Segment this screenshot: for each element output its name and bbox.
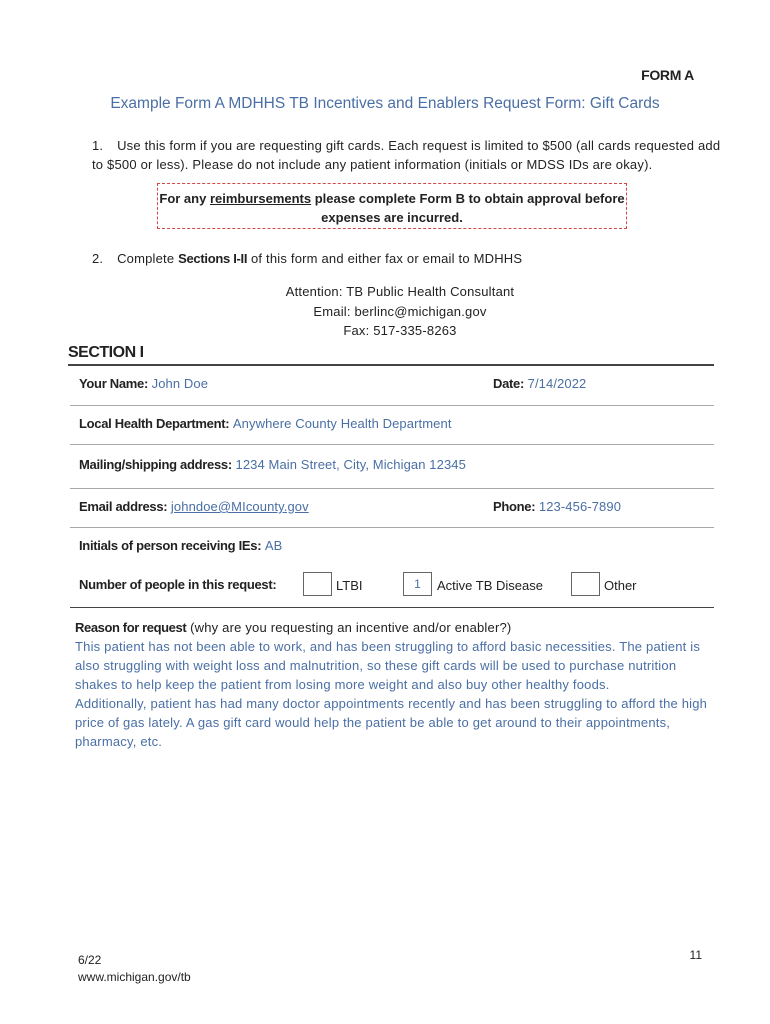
item-2-number: 2. bbox=[92, 251, 104, 266]
email-value[interactable]: johndoe@MIcounty.gov bbox=[170, 499, 309, 514]
phone-value: 123-456-7890 bbox=[538, 499, 622, 514]
address-field[interactable] bbox=[79, 457, 466, 472]
reason-question: (why are you requesting an incentive and/or enabler?) bbox=[186, 620, 512, 635]
page-title: Example Form A MDHHS TB Incentives and Enablers Request Form: Gift Cards bbox=[110, 95, 660, 112]
item-1-text: Use this form if you are requesting gift cards. Each request is limited to $500 (all cards requested add to $500 or less). Please do not include any patient information (initials or MDSS IDs are okay). bbox=[92, 138, 721, 172]
email-label: Email address: bbox=[79, 499, 168, 514]
initials-label: Initials of person receiving IEs: bbox=[79, 538, 262, 553]
name-label: Your Name: bbox=[79, 376, 148, 391]
initials-value: AB bbox=[264, 538, 283, 553]
other-label: Other bbox=[604, 578, 637, 593]
date-field[interactable] bbox=[493, 376, 586, 391]
email-field[interactable] bbox=[79, 499, 309, 514]
lhd-field[interactable] bbox=[79, 416, 452, 431]
reason-label: Reason for request bbox=[75, 620, 187, 635]
contact-attention: Attention: TB Public Health Consultant bbox=[285, 284, 515, 299]
email-phone-row bbox=[70, 499, 714, 528]
name-date-row bbox=[70, 376, 714, 406]
contact-email: Email: berlinc@michigan.gov bbox=[313, 303, 487, 319]
address-row bbox=[70, 457, 714, 489]
notice-post: please complete Form B to obtain approval before expenses are incurred. bbox=[311, 191, 625, 225]
item-1-number: 1. bbox=[92, 138, 104, 153]
active-tb-label: Active TB Disease bbox=[437, 578, 543, 593]
section-1-divider bbox=[68, 364, 714, 366]
contact-fax: Fax: 517-335-8263 bbox=[343, 323, 457, 338]
page-number: 11 bbox=[689, 948, 702, 962]
item-2-bold: Sections I-II bbox=[178, 251, 248, 266]
footer-date: 6/22 bbox=[78, 953, 102, 967]
ltbi-label: LTBI bbox=[336, 578, 363, 593]
lhd-label: Local Health Department: bbox=[79, 416, 230, 431]
initials-row bbox=[70, 538, 714, 568]
date-value: 7/14/2022 bbox=[527, 376, 587, 391]
other-count-input[interactable] bbox=[571, 572, 600, 596]
lhd-value: Anywhere County Health Department bbox=[232, 416, 452, 431]
phone-label: Phone: bbox=[493, 499, 536, 514]
instruction-item-1 bbox=[92, 136, 732, 174]
people-label-text: Number of people in this request: bbox=[79, 577, 277, 592]
active-tb-count-input[interactable]: 1 bbox=[403, 572, 432, 596]
people-count-label bbox=[79, 577, 276, 592]
name-field[interactable] bbox=[79, 376, 208, 391]
ltbi-count-input[interactable] bbox=[303, 572, 332, 596]
section-1-title: SECTION I bbox=[68, 344, 144, 361]
reason-text-2: Additionally, patient has had many doctor appointments recently and has been struggling to afford the high price of gas lately. A gas gift card would help the patient be able to get around to their appointments, pharmacy, etc. bbox=[75, 696, 708, 749]
address-value: 1234 Main Street, City, Michigan 12345 bbox=[235, 457, 466, 472]
footer-left bbox=[78, 952, 191, 986]
reason-section[interactable] bbox=[75, 618, 715, 751]
notice-pre: For any bbox=[159, 191, 210, 206]
footer-url[interactable]: www.michigan.gov/tb bbox=[78, 970, 191, 984]
item-2-pre: Complete bbox=[117, 251, 179, 266]
lhd-row bbox=[70, 416, 714, 445]
people-count-row bbox=[70, 570, 714, 608]
date-label: Date: bbox=[493, 376, 525, 391]
notice-reimbursements: reimbursements bbox=[209, 191, 312, 206]
contact-block bbox=[0, 282, 770, 341]
name-value: John Doe bbox=[151, 376, 209, 391]
item-2-post: of this form and either fax or email to MDHHS bbox=[247, 251, 523, 266]
initials-field[interactable] bbox=[79, 538, 282, 553]
address-label: Mailing/shipping address: bbox=[79, 457, 232, 472]
reimbursement-notice bbox=[157, 183, 627, 229]
instruction-item-2 bbox=[92, 249, 732, 268]
form-label: FORM A bbox=[641, 67, 694, 83]
phone-field[interactable] bbox=[493, 499, 621, 514]
reason-text-1: This patient has not been able to work, and has been struggling to afford basic necessities. The patient is also struggling with weight loss and malnutrition, so these gift cards will be used to purchase nutrition shakes to help keep the patient from losing more weight and also buy other healthy foods. bbox=[75, 639, 701, 692]
